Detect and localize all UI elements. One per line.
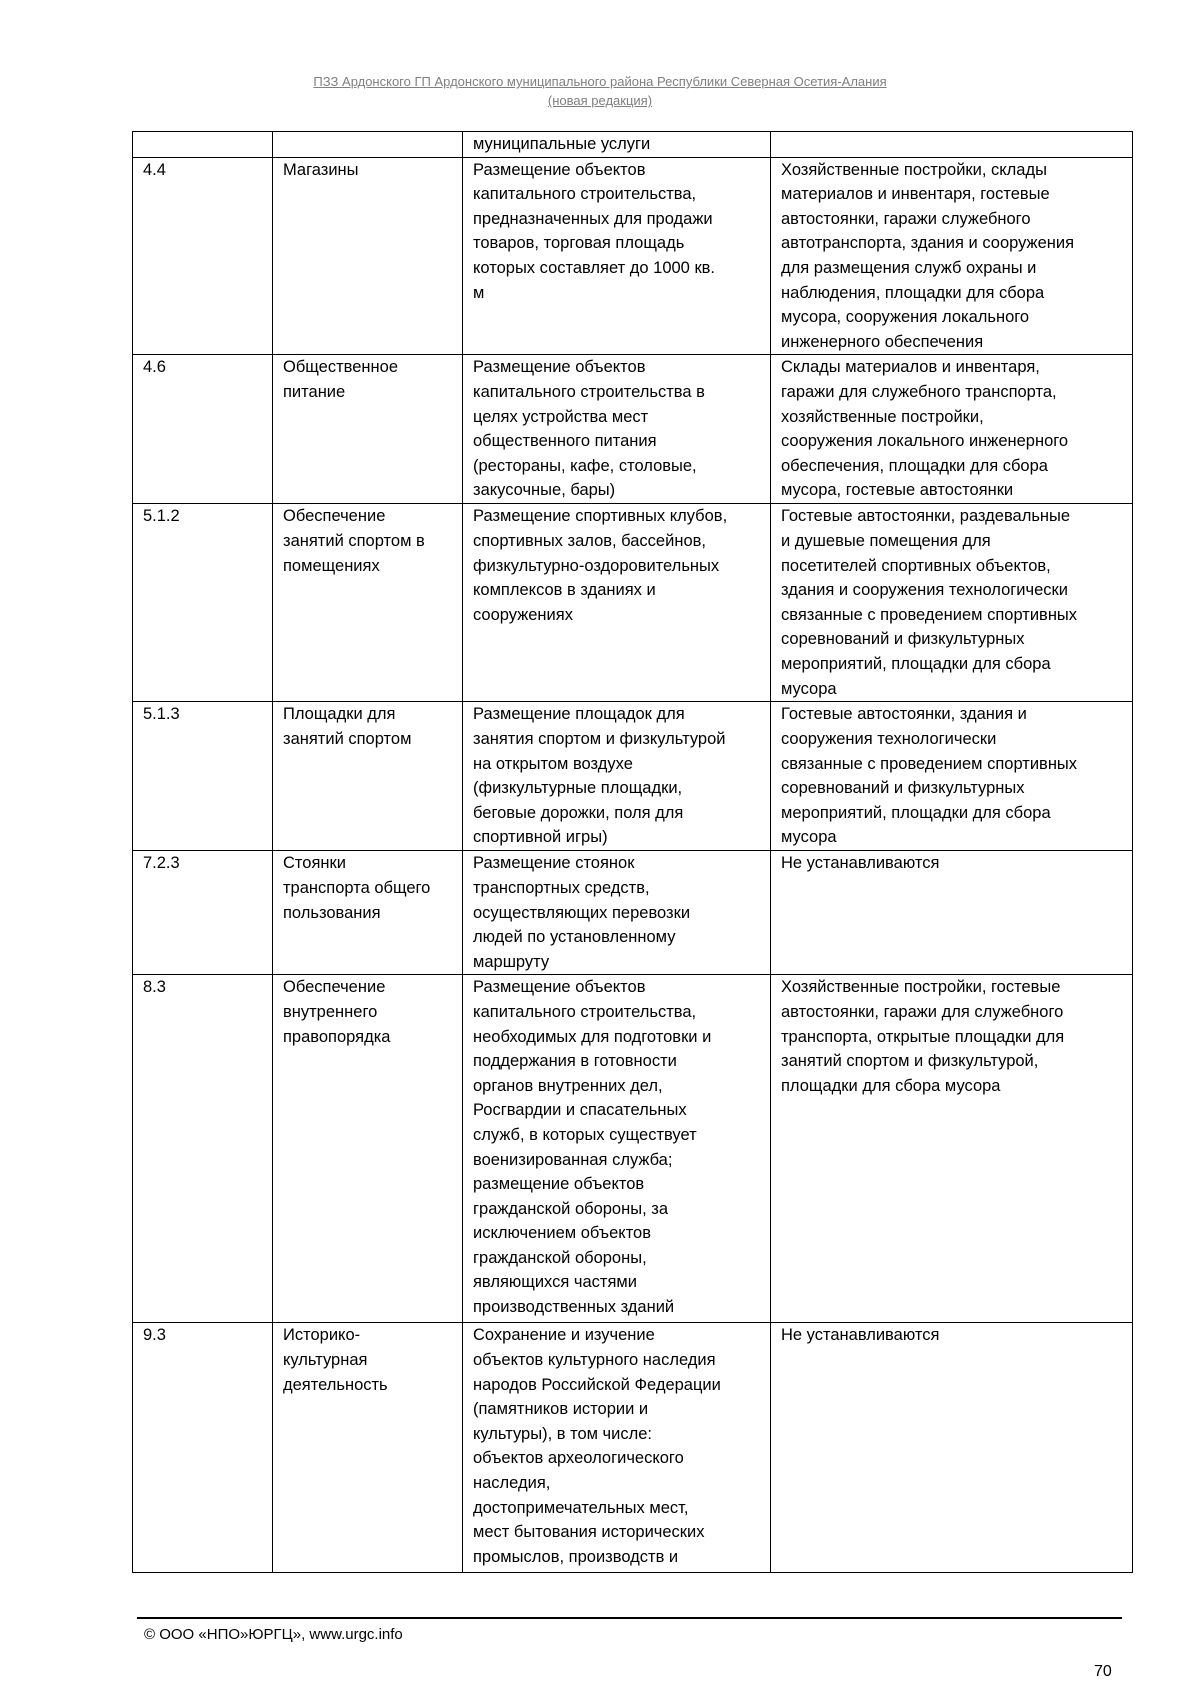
auxiliary-cell: [771, 132, 1133, 158]
table-row: [133, 132, 1133, 158]
name-cell: Обеспечение занятий спортом в помещениях: [273, 504, 463, 702]
name-cell: Общественное питание: [273, 355, 463, 504]
name-cell: Обеспечение внутреннего правопорядка: [273, 975, 463, 1323]
name-cell: [273, 132, 463, 158]
auxiliary-cell: Хозяйственные постройки, гостевые автостоянки, гаражи для служебного транспорта, открытые площадки для занятий спортом и физкультурой, площадки для сбора мусора: [771, 975, 1133, 1323]
code-cell: 5.1.2: [133, 504, 273, 702]
table-row: [133, 702, 1133, 851]
code-cell: [133, 132, 273, 158]
description-cell: Размещение объектов капитального строительства в целях устройства мест общественного питания (рестораны, кафе, столовые, закусочные, бары): [463, 355, 771, 504]
footer-divider: [137, 1617, 1122, 1619]
name-cell: Стоянки транспорта общего пользования: [273, 851, 463, 975]
auxiliary-cell: Не устанавливаются: [771, 851, 1133, 975]
name-cell: Историко- культурная деятельность: [273, 1323, 463, 1573]
name-cell: Площадки для занятий спортом: [273, 702, 463, 851]
code-cell: 5.1.3: [133, 702, 273, 851]
description-cell: Сохранение и изучение объектов культурного наследия народов Российской Федерации (памятников истории и культуры), в том числе: объектов археологического наследия, достопримечательных мест, мест бытования исторических промыслов, производств и: [463, 1323, 771, 1573]
description-cell: Размещение площадок для занятия спортом и физкультурой на открытом воздухе (физкультурные площадки, беговые дорожки, поля для спортивной игры): [463, 702, 771, 851]
code-cell: 4.4: [133, 157, 273, 355]
table-row: [133, 504, 1133, 702]
description-cell: Размещение объектов капитального строительства, необходимых для подготовки и поддержания в готовности органов внутренних дел, Росгвардии и спасательных служб, в которых существует военизированная служба; размещение объектов гражданской обороны, за исключением объектов гражданской обороны, являющихся частями производственных зданий: [463, 975, 771, 1323]
table-row: [133, 157, 1133, 355]
code-cell: 8.3: [133, 975, 273, 1323]
auxiliary-cell: Гостевые автостоянки, здания и сооружения технологически связанные с проведением спортивных соревнований и физкультурных мероприятий, площадки для сбора мусора: [771, 702, 1133, 851]
code-cell: 7.2.3: [133, 851, 273, 975]
auxiliary-cell: Склады материалов и инвентаря, гаражи для служебного транспорта, хозяйственные постройки, сооружения локального инженерного обеспечения, площадки для сбора мусора, гостевые автостоянки: [771, 355, 1133, 504]
description-cell: муниципальные услуги: [463, 132, 771, 158]
description-cell: Размещение стоянок транспортных средств, осуществляющих перевозки людей по установленному маршруту: [463, 851, 771, 975]
page-number: 70: [1094, 1663, 1112, 1680]
header-title: ПЗЗ Ардонского ГП Ардонского муниципального района Республики Северная Осетия-Алания: [313, 74, 887, 89]
code-cell: 4.6: [133, 355, 273, 504]
table-row: [133, 851, 1133, 975]
name-cell: Магазины: [273, 157, 463, 355]
land-use-table: [132, 131, 1133, 1573]
description-cell: Размещение спортивных клубов, спортивных залов, бассейнов, физкультурно-оздоровительных комплексов в зданиях и сооружениях: [463, 504, 771, 702]
auxiliary-cell: Гостевые автостоянки, раздевальные и душевые помещения для посетителей спортивных объектов, здания и сооружения технологически связанные с проведением спортивных соревнований и физкультурных мероприятий, площадки для сбора мусора: [771, 504, 1133, 702]
header-subtitle: (новая редакция): [547, 93, 653, 108]
document-header: [0, 72, 1200, 110]
table-row: [133, 1323, 1133, 1573]
code-cell: 9.3: [133, 1323, 273, 1573]
description-cell: Размещение объектов капитального строительства, предназначенных для продажи товаров, торговая площадь которых составляет до 1000 кв. м: [463, 157, 771, 355]
auxiliary-cell: Хозяйственные постройки, склады материалов и инвентаря, гостевые автостоянки, гаражи служебного автотранспорта, здания и сооружения для размещения служб охраны и наблюдения, площадки для сбора мусора, сооружения локального инженерного обеспечения: [771, 157, 1133, 355]
auxiliary-cell: Не устанавливаются: [771, 1323, 1133, 1573]
table-row: [133, 975, 1133, 1323]
footer-copyright: © ООО «НПО»ЮРГЦ», www.urgc.info: [144, 1626, 403, 1643]
table-row: [133, 355, 1133, 504]
